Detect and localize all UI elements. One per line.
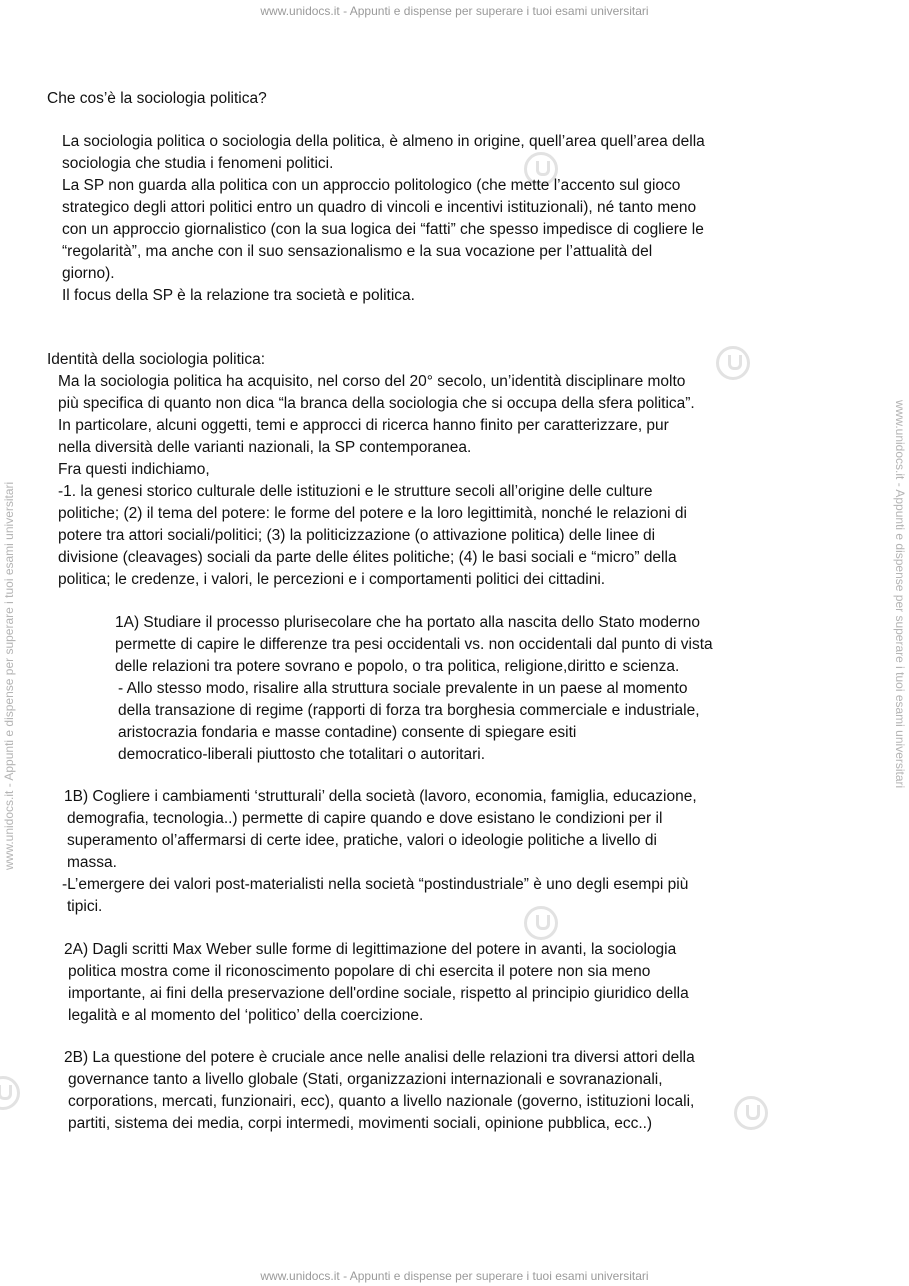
text-line: politica; le credenze, i valori, le percezioni e i comportamenti politici dei cittadini. <box>58 571 606 588</box>
text-line: 2A) Dagli scritti Max Weber sulle forme di legittimazione del potere in avanti, la sociologia <box>64 941 677 958</box>
watermark-header: www.unidocs.it - Appunti e dispense per superare i tuoi esami universitari <box>260 4 649 18</box>
text-line: politica mostra come il riconoscimento popolare di chi esercita il potere non sia meno <box>68 963 651 980</box>
text-line: aristocrazia fondaria e masse contadine) consente di spiegare esiti <box>118 724 577 741</box>
watermark-logo-icon <box>734 1096 768 1130</box>
text-line: divisione (cleavages) sociali da parte delle élites politiche; (4) le basi sociali e “micro” della <box>58 549 677 566</box>
text-line: della transazione di regime (rapporti di forza tra borghesia commerciale e industriale, <box>118 702 700 719</box>
text-line: più specifica di quanto non dica “la branca della sociologia che si occupa della sfera politica”. <box>58 395 695 412</box>
text-line: demografia, tecnologia..) permette di capire quando e dove esistano le condizioni per il <box>67 810 663 827</box>
text-line: - Allo stesso modo, risalire alla struttura sociale prevalente in un paese al momento <box>118 680 688 697</box>
text-line: La sociologia politica o sociologia della politica, è almeno in origine, quell’area quell’area della <box>62 133 705 150</box>
text-line: 2B) La questione del potere è cruciale ance nelle analisi delle relazioni tra diversi attori della <box>64 1049 695 1066</box>
text-line: importante, ai fini della preservazione dell'ordine sociale, rispetto al principio giuridico della <box>68 985 689 1002</box>
text-line: -L’emergere dei valori post-materialisti nella società “postindustriale” è uno degli esempi più <box>62 876 689 893</box>
text-line: In particolare, alcuni oggetti, temi e approcci di ricerca hanno finito per caratterizzare, pur <box>58 417 669 434</box>
text-line: Ma la sociologia politica ha acquisito, nel corso del 20° secolo, un’identità disciplinare molto <box>58 373 686 390</box>
text-line: Il focus della SP è la relazione tra società e politica. <box>62 287 415 304</box>
text-line: sociologia che studia i fenomeni politici. <box>62 155 334 172</box>
text-line: 1A) Studiare il processo plurisecolare che ha portato alla nascita dello Stato moderno <box>115 614 701 631</box>
text-line: La SP non guarda alla politica con un approccio politologico (che mette l’accento sul gioco <box>62 177 681 194</box>
text-line: corporations, mercati, funzionairi, ecc), quanto a livello nazionale (governo, istituzioni locali, <box>68 1093 695 1110</box>
text-line: politiche; (2) il tema del potere: le forme del potere e la loro legittimità, nonché le relazioni di <box>58 505 687 522</box>
watermark-logo-icon <box>524 906 558 940</box>
text-line: Fra questi indichiamo, <box>58 461 210 478</box>
text-line: potere tra attori sociali/politici; (3) la politicizzazione (o attivazione politica) delle linee di <box>58 527 656 544</box>
text-line: strategico degli attori politici entro un quadro di vincoli e incentivi istituzionali), né tanto meno <box>62 199 697 216</box>
text-line: permette di capire le differenze tra pesi occidentali vs. non occidentali dal punto di vista <box>115 636 713 653</box>
text-line: democratico-liberali piuttosto che totalitari o autoritari. <box>118 746 486 763</box>
watermark-left: www.unidocs.it - Appunti e dispense per superare i tuoi esami universitari <box>2 481 16 870</box>
text-line: “regolarità”, ma anche con il suo sensazionalismo e la sua vocazione per l’attualità del <box>62 243 653 260</box>
text-line: superamento ol’affermarsi di certe idee, pratiche, valori o ideologie politiche a livello di <box>67 832 657 849</box>
text-line: partiti, sistema dei media, corpi intermedi, movimenti sociali, opinione pubblica, ecc..) <box>68 1115 653 1132</box>
text-line: delle relazioni tra potere sovrano e popolo, o tra politica, religione,diritto e scienza. <box>115 658 680 675</box>
section-heading: Che cos’è la sociologia politica? <box>47 90 267 107</box>
text-line: nella diversità delle varianti nazionali, la SP contemporanea. <box>58 439 472 456</box>
text-line: tipici. <box>67 898 103 915</box>
text-line: 1B) Cogliere i cambiamenti ‘strutturali’ della società (lavoro, economia, famiglia, educazione, <box>64 788 697 805</box>
watermark-logo-icon <box>0 1076 20 1110</box>
text-line: legalità e al momento del ‘politico’ della coercizione. <box>68 1007 424 1024</box>
watermark-right: www.unidocs.it - Appunti e dispense per superare i tuoi esami universitari <box>893 400 907 789</box>
watermark-logo-icon <box>716 346 750 380</box>
text-line: massa. <box>67 854 117 871</box>
watermark-footer: www.unidocs.it - Appunti e dispense per superare i tuoi esami universitari <box>260 1269 649 1283</box>
text-line: -1. la genesi storico culturale delle istituzioni e le strutture secoli all’origine delle culture <box>58 483 653 500</box>
text-line: giorno). <box>62 265 115 282</box>
text-line: con un approccio giornalistico (con la sua logica dei “fatti” che spesso impedisce di cogliere le <box>62 221 704 238</box>
text-line: governance tanto a livello globale (Stati, organizzazioni internazionali e sovranazionali, <box>68 1071 663 1088</box>
section-heading: Identità della sociologia politica: <box>47 351 265 368</box>
